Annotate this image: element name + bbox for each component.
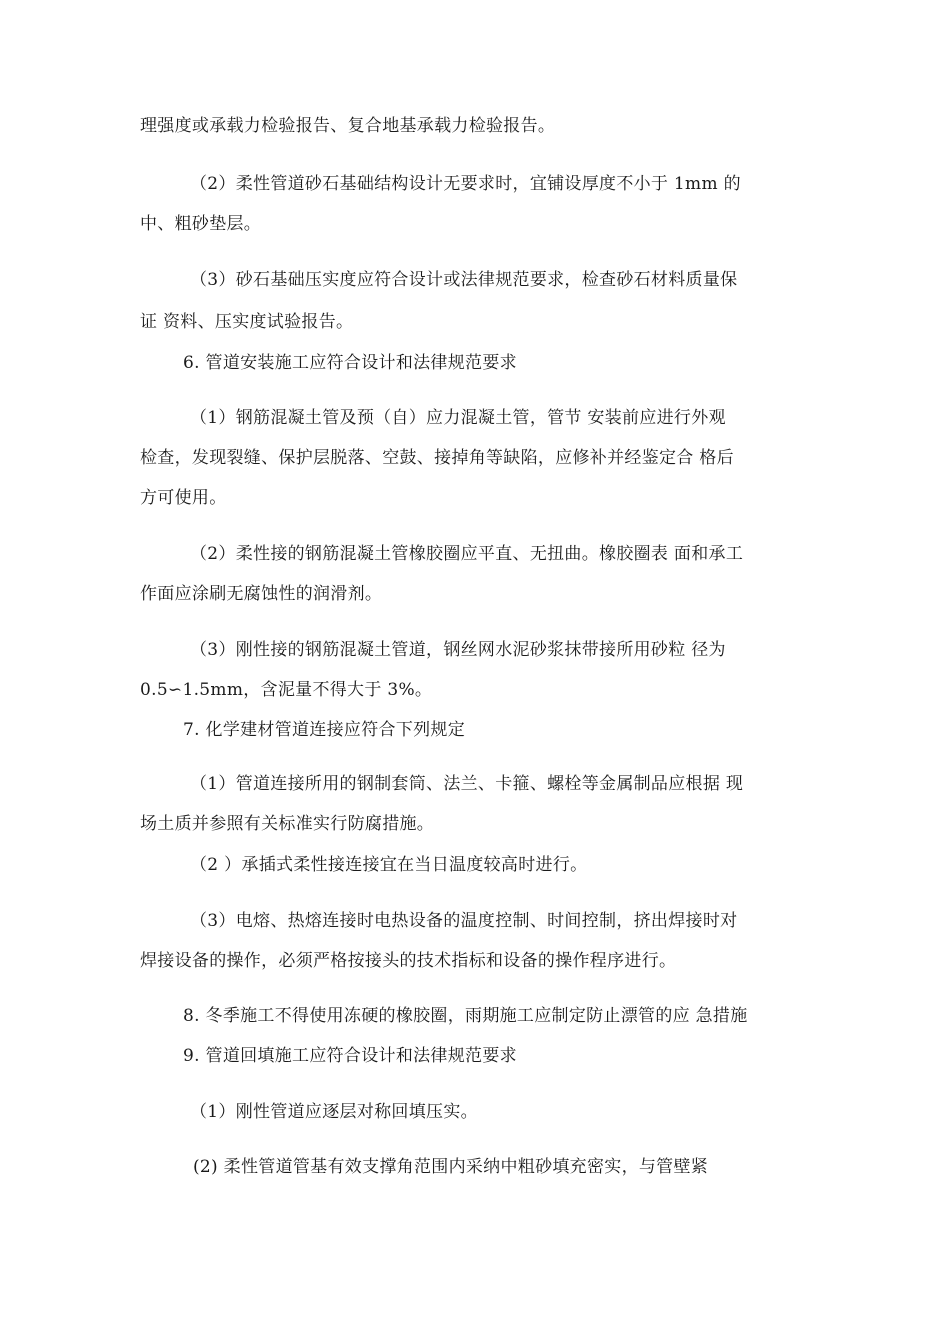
section-heading: 6. 管道安装施工应符合设计和法律规范要求 bbox=[183, 353, 517, 373]
paragraph-line: （3）电熔、热熔连接时电热设备的温度控制、时间控制，挤出焊接时对 bbox=[190, 911, 738, 931]
section-heading: 7. 化学建材管道连接应符合下列规定 bbox=[183, 720, 466, 740]
paragraph-line: 方可使用。 bbox=[140, 488, 227, 508]
paragraph-line: 证 资料、压实度试验报告。 bbox=[140, 312, 354, 332]
paragraph-line: 理强度或承载力检验报告、复合地基承载力检验报告。 bbox=[140, 116, 556, 136]
paragraph-line: 检查，发现裂缝、保护层脱落、空鼓、接掉角等缺陷，应修补并经鉴定合 格后 bbox=[140, 448, 734, 468]
paragraph-line: 中、粗砂垫层。 bbox=[140, 214, 262, 234]
section-heading: 9. 管道回填施工应符合设计和法律规范要求 bbox=[183, 1046, 517, 1066]
paragraph-line: （2）柔性管道砂石基础结构设计无要求时，宜铺设厚度不小于 1mm 的 bbox=[190, 174, 741, 194]
paragraph-line: （1）管道连接所用的钢制套筒、法兰、卡箍、螺栓等金属制品应根据 现 bbox=[190, 774, 744, 794]
paragraph-line: 作面应涂刷无腐蚀性的润滑剂。 bbox=[140, 584, 383, 604]
paragraph-line: （1）钢筋混凝土管及预（自）应力混凝土管，管节 安装前应进行外观 bbox=[190, 408, 726, 428]
paragraph-line: （3）刚性接的钢筋混凝土管道，钢丝网水泥砂浆抹带接所用砂粒 径为 bbox=[190, 640, 726, 660]
paragraph-line: （3）砂石基础压实度应符合设计或法律规范要求，检查砂石材料质量保 bbox=[190, 270, 738, 290]
paragraph-line: （2 ）承插式柔性接连接宜在当日温度较高时进行。 bbox=[190, 855, 588, 875]
paragraph-line: 0.5∽1.5mm，含泥量不得大于 3%。 bbox=[140, 680, 433, 700]
paragraph-line: （1）刚性管道应逐层对称回填压实。 bbox=[190, 1102, 478, 1122]
paragraph-line: (2) 柔性管道管基有效支撑角范围内采纳中粗砂填充密实，与管壁紧 bbox=[193, 1157, 709, 1177]
paragraph-line: 场土质并参照有关标准实行防腐措施。 bbox=[140, 814, 435, 834]
paragraph-line: （2）柔性接的钢筋混凝土管橡胶圈应平直、无扭曲。橡胶圈表 面和承工 bbox=[190, 544, 744, 564]
paragraph-line: 焊接设备的操作，必须严格按接头的技术指标和设备的操作程序进行。 bbox=[140, 951, 677, 971]
section-heading: 8. 冬季施工不得使用冻硬的橡胶圈，雨期施工应制定防止漂管的应 急措施 bbox=[183, 1006, 748, 1026]
